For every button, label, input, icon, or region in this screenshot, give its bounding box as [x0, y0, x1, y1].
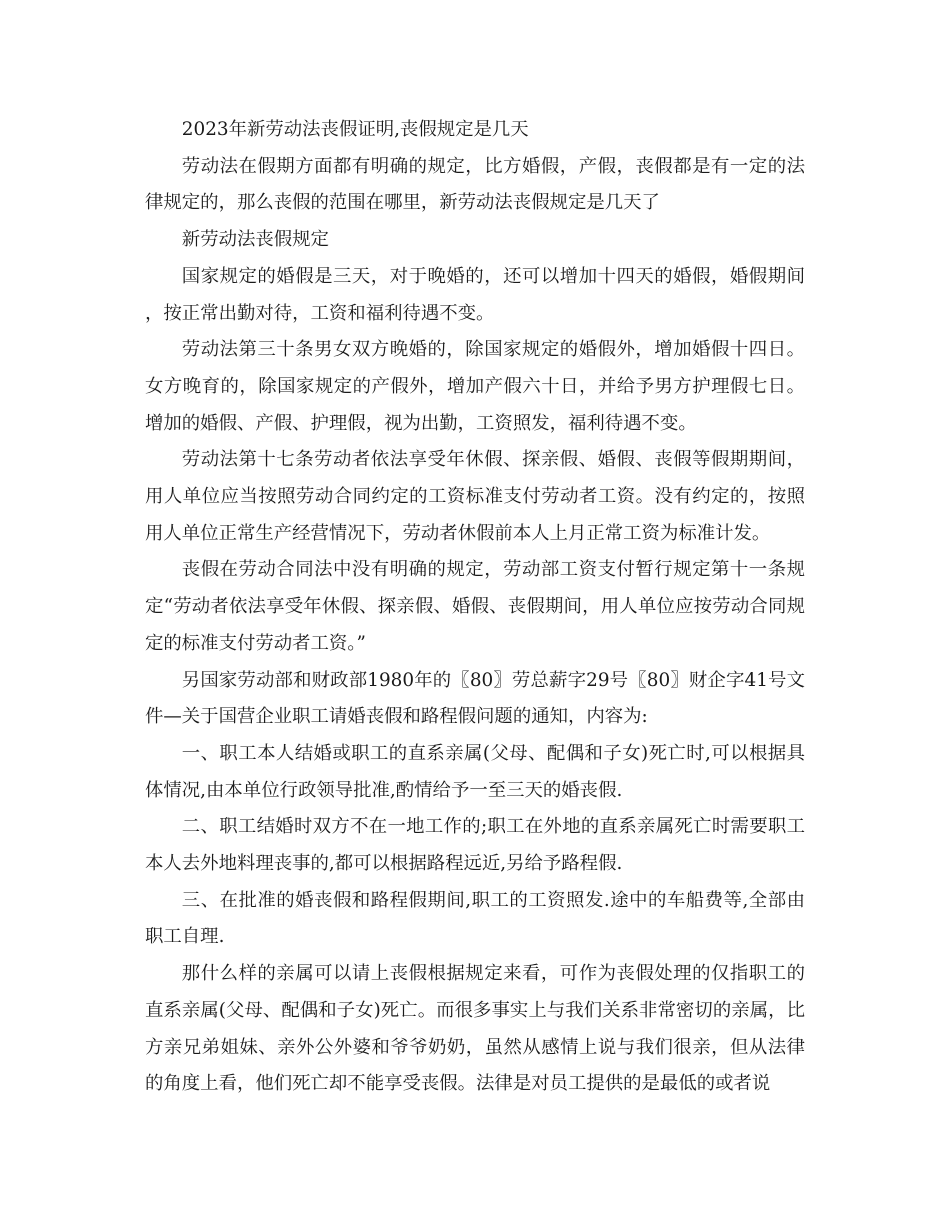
paragraph-item-1: 一、职工本人结婚或职工的直系亲属(父母、配偶和子女)死亡时,可以根据具体情况,由本单位行政领导批准,酌情给予一至三天的婚丧假.	[145, 742, 805, 801]
paragraph-item-2: 二、职工结婚时双方不在一地工作的;职工在外地的直系亲属死亡时需要职工本人去外地料理丧事的,都可以根据路程远近,另给予路程假.	[145, 816, 805, 875]
paragraph-article-30: 劳动法第三十条男女双方晚婚的，除国家规定的婚假外，增加婚假十四日。女方晚育的，除国家规定的产假外，增加产假六十日，并给予男方护理假七日。增加的婚假、产假、护理假，视为出勤，工资照发，福利待遇不变。	[145, 339, 805, 434]
paragraph-marriage-leave: 国家规定的婚假是三天，对于晚婚的，还可以增加十四天的婚假，婚假期间，按正常出勤对待，工资和福利待遇不变。	[145, 265, 805, 324]
paragraph-item-3: 三、在批准的婚丧假和路程假期间,职工的工资照发.途中的车船费等,全部由职工自理.	[145, 889, 805, 948]
paragraph-eligible-relatives: 那什么样的亲属可以请上丧假根据规定来看，可作为丧假处理的仅指职工的直系亲属(父母、配偶和子女)死亡。而很多事实上与我们关系非常密切的亲属，比方亲兄弟姐妹、亲外公外婆和爷爷奶奶，虽然从感情上说与我们很亲，但从法律的角度上看，他们死亡却不能享受丧假。法律是对员工提供的是最低的或者说	[145, 963, 805, 1095]
document-body	[145, 112, 805, 1103]
paragraph-1980-notice: 另国家劳动部和财政部1980年的〖80〗劳总薪字29号〖80〗财企字41号文件—关于国营企业职工请婚丧假和路程假问题的通知，内容为:	[145, 669, 805, 728]
paragraph-article-17: 劳动法第十七条劳动者依法享受年休假、探亲假、婚假、丧假等假期期间，用人单位应当按照劳动合同约定的工资标准支付劳动者工资。没有约定的，按照用人单位正常生产经营情况下，劳动者休假前本人上月正常工资为标准计发。	[145, 449, 805, 544]
document-title: 2023年新劳动法丧假证明,丧假规定是几天	[181, 119, 529, 140]
section-heading: 新劳动法丧假规定	[181, 229, 329, 251]
paragraph-funeral-leave: 丧假在劳动合同法中没有明确的规定，劳动部工资支付暂行规定第十一条规定“劳动者依法享受年休假、探亲假、婚假、丧假期间，用人单位应按劳动合同规定的标准支付劳动者工资。”	[145, 559, 805, 654]
paragraph-intro: 劳动法在假期方面都有明确的规定，比方婚假，产假，丧假都是有一定的法律规定的，那么丧假的范围在哪里，新劳动法丧假规定是几天了	[145, 155, 805, 214]
